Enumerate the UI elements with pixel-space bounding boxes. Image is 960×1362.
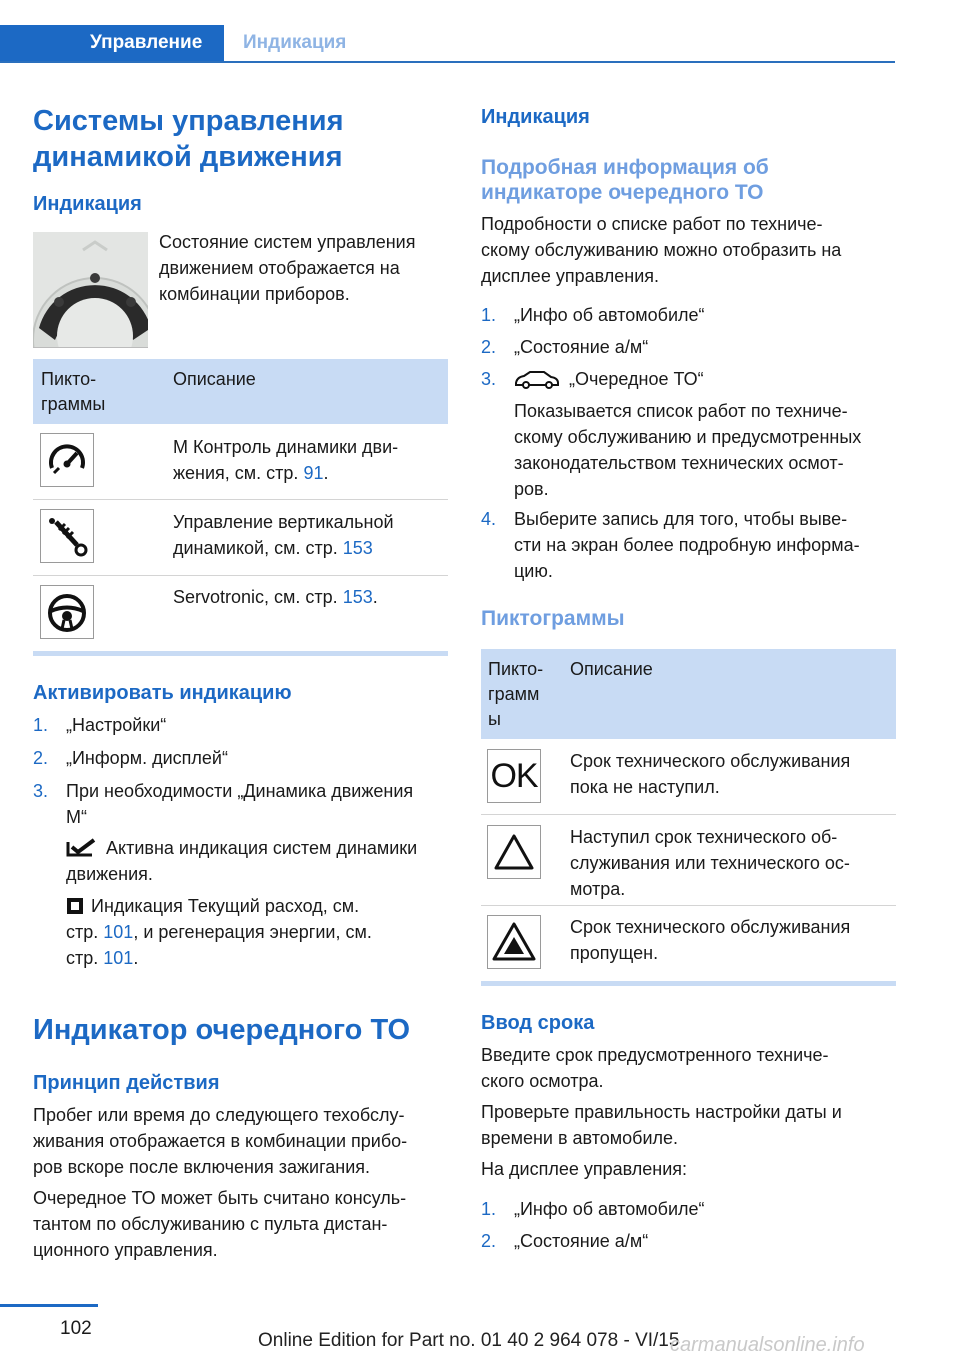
- table-header-pictogram: [488, 657, 543, 732]
- intro-text: [159, 229, 415, 307]
- ok-icon: [487, 749, 541, 803]
- para-line: Пробег или время до следующего техобслу-: [33, 1105, 405, 1125]
- para-line: Показывается список работ по техниче-: [514, 401, 848, 421]
- section-title-line2: динамикой движения: [33, 141, 343, 173]
- row-text: пока не наступил.: [570, 777, 720, 797]
- section-title: [33, 103, 344, 175]
- para-line: Проверьте правильность настройки даты и: [481, 1102, 842, 1122]
- note-line: Индикация Текущий расход, см.: [91, 896, 360, 916]
- page-link-153[interactable]: 153: [342, 538, 373, 558]
- header-text: граммы: [41, 394, 106, 414]
- row-text: мотра.: [570, 879, 626, 899]
- date-paragraph-3: На дисплее управления:: [481, 1159, 688, 1179]
- page-link-101[interactable]: 101: [103, 948, 134, 968]
- page-number: 102: [60, 1318, 92, 1339]
- step-text: „Очередное ТО“: [569, 369, 704, 389]
- dashboard-photo: [33, 232, 148, 348]
- step-text: „Настройки“: [66, 715, 167, 735]
- row-text: динамикой, см. стр.: [173, 538, 343, 558]
- warning-triangle-icon: [487, 825, 541, 879]
- note-line: , и регенерация энергии, см.: [133, 922, 372, 942]
- table-header: [481, 649, 896, 739]
- step-line: При необходимости „Динамика движения: [66, 781, 414, 801]
- car-service-icon: [514, 369, 560, 389]
- heading-line: Подробная информация об: [481, 156, 769, 179]
- watermark: carmanualsonline.info: [670, 1334, 865, 1356]
- dynamic-control-icon: [40, 433, 94, 487]
- note-line: движения.: [66, 864, 153, 884]
- para-line: Подробности о списке работ по техниче-: [481, 214, 823, 234]
- step-text: [514, 506, 904, 584]
- step-number: 1.: [481, 1199, 497, 1219]
- heading-line: индикаторе очередного ТО: [481, 181, 764, 204]
- step-number: 4.: [481, 509, 497, 529]
- row-divider: [481, 905, 896, 906]
- step-text: [66, 778, 413, 830]
- step-line: M“: [66, 807, 87, 827]
- para-line: ров.: [514, 479, 549, 499]
- row-text: M Контроль динамики дви-: [173, 437, 399, 457]
- ok-label: OK: [490, 757, 538, 795]
- header-tab-bar: [0, 25, 895, 63]
- para-line: Введите срок предусмотренного техниче-: [481, 1045, 829, 1065]
- checkmark-icon: [66, 838, 98, 858]
- tab-upravlenie[interactable]: Управление: [0, 25, 224, 61]
- step-number: 3.: [481, 369, 497, 389]
- para-line: ров вскоре после включения зажигания.: [33, 1157, 370, 1177]
- para-line: Выберите запись для того, чтобы выве-: [514, 509, 848, 529]
- step-number: 1.: [481, 305, 497, 325]
- para-line: ционного управления.: [33, 1240, 218, 1260]
- table-row-2-desc: [570, 824, 850, 902]
- date-paragraph-1: [481, 1042, 896, 1094]
- section-title-line1: Системы управления: [33, 105, 344, 137]
- step-text: „Состояние а/м“: [514, 337, 649, 357]
- row-text: Наступил срок технического об-: [570, 827, 838, 847]
- step-number: 2.: [33, 748, 49, 768]
- box-note: [66, 893, 446, 971]
- step-number: 3.: [33, 781, 49, 801]
- row-text: Срок технического обслуживания: [570, 917, 851, 937]
- heading-pictograms: Пиктограммы: [481, 607, 625, 630]
- row-text: .: [372, 587, 378, 607]
- row-text: Срок технического обслуживания: [570, 751, 851, 771]
- step-text: „Инфо об автомобиле“: [514, 1199, 705, 1219]
- table-header-description: Описание: [173, 369, 256, 389]
- para-line: времени в автомобиле.: [481, 1128, 679, 1148]
- step-text: „Инфо об автомобиле“: [514, 305, 705, 325]
- date-paragraph-2: [481, 1099, 896, 1151]
- row-text: .: [323, 463, 329, 483]
- heading-activate: Активировать индикацию: [33, 682, 292, 704]
- step-3-description: [514, 398, 904, 502]
- vertical-dynamics-icon: [40, 509, 94, 563]
- row-text: служивания или технического ос-: [570, 853, 850, 873]
- edition-note: Online Edition for Part no. 01 40 2 964 078 - VI/15: [258, 1330, 680, 1351]
- para-line: тантом по обслуживанию с пульта дистан-: [33, 1214, 388, 1234]
- table-row-2-desc: [173, 509, 394, 561]
- page-link-101[interactable]: 101: [103, 922, 134, 942]
- page-link-91[interactable]: 91: [303, 463, 324, 483]
- row-divider: [33, 499, 448, 500]
- principle-paragraph-2: [33, 1185, 453, 1263]
- row-text: пропущен.: [570, 943, 659, 963]
- heading-display-right: Индикация: [481, 106, 590, 128]
- step-number: 2.: [481, 1231, 497, 1251]
- heading-details: [481, 155, 769, 205]
- para-line: законодательством технических осмот-: [514, 453, 844, 473]
- note-line: .: [133, 948, 139, 968]
- note-line: Активна индикация систем динамики: [106, 838, 418, 858]
- para-line: цию.: [514, 561, 553, 581]
- table-header-pictogram: [41, 367, 105, 417]
- intro-line: Состояние систем управления: [159, 232, 416, 252]
- intro-line: комбинации приборов.: [159, 284, 350, 304]
- header-text: Пикто-: [488, 659, 544, 679]
- tab-indikatsiya[interactable]: Индикация: [243, 32, 347, 53]
- note-line: стр.: [66, 948, 104, 968]
- table-header-description: Описание: [570, 659, 653, 679]
- principle-paragraph-1: [33, 1102, 453, 1180]
- row-divider: [481, 814, 896, 815]
- steering-wheel-icon: [40, 585, 94, 639]
- para-line: дисплее управления.: [481, 266, 660, 286]
- footer-rule: [0, 1304, 98, 1307]
- para-line: скому обслуживанию можно отобразить на: [481, 240, 842, 260]
- table-row-3-desc: [570, 914, 850, 966]
- step-text: „Информ. дисплей“: [66, 748, 228, 768]
- note-line: стр.: [66, 922, 104, 942]
- step-number: 1.: [33, 715, 49, 735]
- para-line: ского осмотра.: [481, 1071, 604, 1091]
- heading-date-entry: Ввод срока: [481, 1012, 595, 1034]
- square-box-icon: [66, 897, 84, 915]
- header-text: ы: [488, 709, 501, 729]
- page-link-153[interactable]: 153: [342, 587, 373, 607]
- table-end-bar: [33, 651, 448, 656]
- section-title-2: Индикатор очередного ТО: [33, 1014, 410, 1046]
- para-line: сти на экран более подробную информа-: [514, 535, 860, 555]
- table-row-1-desc: [173, 434, 398, 486]
- check-note: [66, 835, 446, 887]
- para-line: живания отображается в комбинации прибо-: [33, 1131, 408, 1151]
- header-text: грамм: [488, 684, 540, 704]
- overdue-triangle-icon: [487, 915, 541, 969]
- row-text: жения, см. стр.: [173, 463, 304, 483]
- row-text: Servotronic, см. стр.: [173, 587, 343, 607]
- details-paragraph: [481, 211, 896, 289]
- para-line: скому обслуживанию и предусмотренных: [514, 427, 862, 447]
- table-row-3-desc: [173, 584, 378, 610]
- step-text: „Состояние а/м“: [514, 1231, 649, 1251]
- step-number: 2.: [481, 337, 497, 357]
- row-divider: [33, 575, 448, 576]
- row-text: Управление вертикальной: [173, 512, 394, 532]
- heading-display: Индикация: [33, 193, 142, 215]
- intro-line: движением отображается на: [159, 258, 400, 278]
- heading-principle: Принцип действия: [33, 1072, 220, 1094]
- table-end-bar: [481, 981, 896, 986]
- header-text: Пикто-: [41, 369, 97, 389]
- table-row-1-desc: [570, 748, 850, 800]
- para-line: Очередное ТО может быть считано консуль-: [33, 1188, 407, 1208]
